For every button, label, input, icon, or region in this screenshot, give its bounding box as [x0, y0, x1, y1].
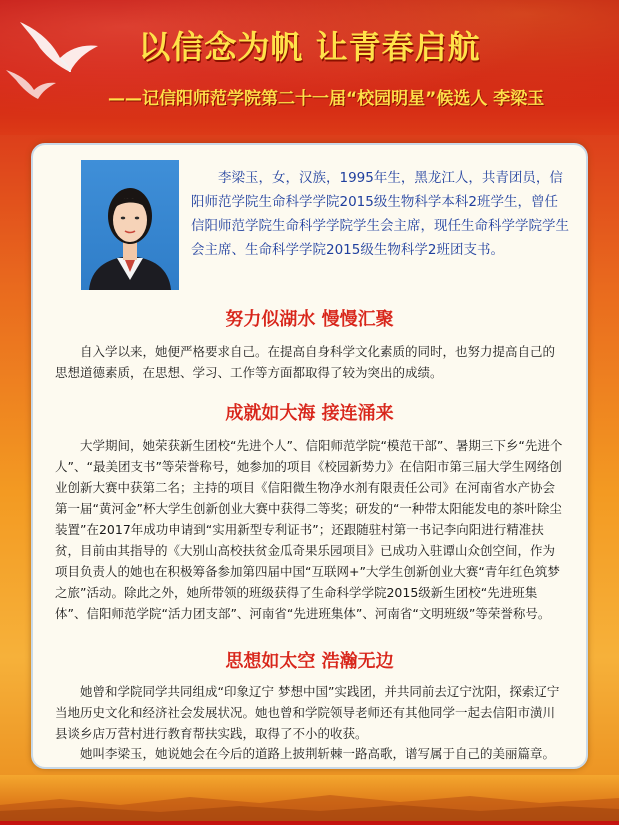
content-card: [31, 143, 588, 769]
profile-intro: 李梁玉，女，汉族，1995年生，黑龙江人，共青团员，信阳师范学院生命科学学院2015级生物科学本科2班学生，曾任信阳师范学院生命科学学院学生会主席，现任生命科学学院学生会主席、生命科学学院2015级生物科学2班团支书。: [191, 170, 569, 258]
page-title: 以信念为帆 让青春启航: [138, 28, 481, 66]
header-banner: [0, 0, 619, 135]
section-1-paragraph-1: 自入学以来，她便严格要求自己。在提高自身科学文化素质的同时，也努力提高自己的思想道德素质，在思想、学习、工作等方面都取得了较为突出的成绩。: [55, 344, 556, 380]
section-3-paragraph-1: 她曾和学院同学共同组成“印象辽宁 梦想中国”实践团，并共同前去辽宁沈阳，探索辽宁当地历史文化和经济社会发展状况。她也曾和学院领导老师还有其他同学一起去信阳市潢川县谈乡店万营村进行教育帮扶实践，取得了不小的收获。: [55, 684, 560, 741]
portrait-illustration: [81, 160, 179, 290]
section-title-1: 努力似湖水 慢慢汇聚: [225, 309, 394, 330]
portrait-photo: [81, 160, 179, 290]
section-title-3: 思想如太空 浩瀚无边: [225, 651, 394, 672]
footer-decoration: [0, 775, 619, 821]
section-2-paragraph-1: 大学期间，她荣获新生团校“先进个人”、信阳师范学院“模范干部”、暑期三下乡“先进个人”、“最美团支书”等荣誉称号，她参加的项目《校园新势力》在信阳市第三届大学生网络创业创新大赛中获第二名；主持的项目《信阳微生物净水剂有限责任公司》在河南省水产协会第一届“黄河金”杯大学生创新创业大赛中获得二等奖；研发的“一种带太阳能发电的茶叶除尘装置”在2017年成功申请到“实用新型专利证书”；还跟随驻村第一书记李向阳进行精准扶贫，目前由其指导的《大别山高校扶贫金瓜奇果乐园项目》已成功入驻谭山众创空间，作为项目负责人的她也在积极筹备参加第四届中国“互联网+”大学生创新创业大赛“青年红色筑梦之旅”活动。除此之外，她所带领的班级获得了生命科学学院2015级新生团校“先进班集体”、信阳师范学院“活力团支部”、河南省“先进班集体”、河南省“文明班级”等荣誉称号。: [55, 438, 563, 621]
great-wall-icon: [0, 775, 619, 821]
page-subtitle: ——记信阳师范学院第二十一届“校园明星”候选人 李梁玉: [108, 89, 545, 109]
section-3-paragraph-2: 她叫李梁玉，她说她会在今后的道路上披荆斩棘一路高歌，谱写属于自己的美丽篇章。: [80, 746, 556, 761]
section-title-2: 成就如大海 接连涌来: [225, 403, 394, 424]
